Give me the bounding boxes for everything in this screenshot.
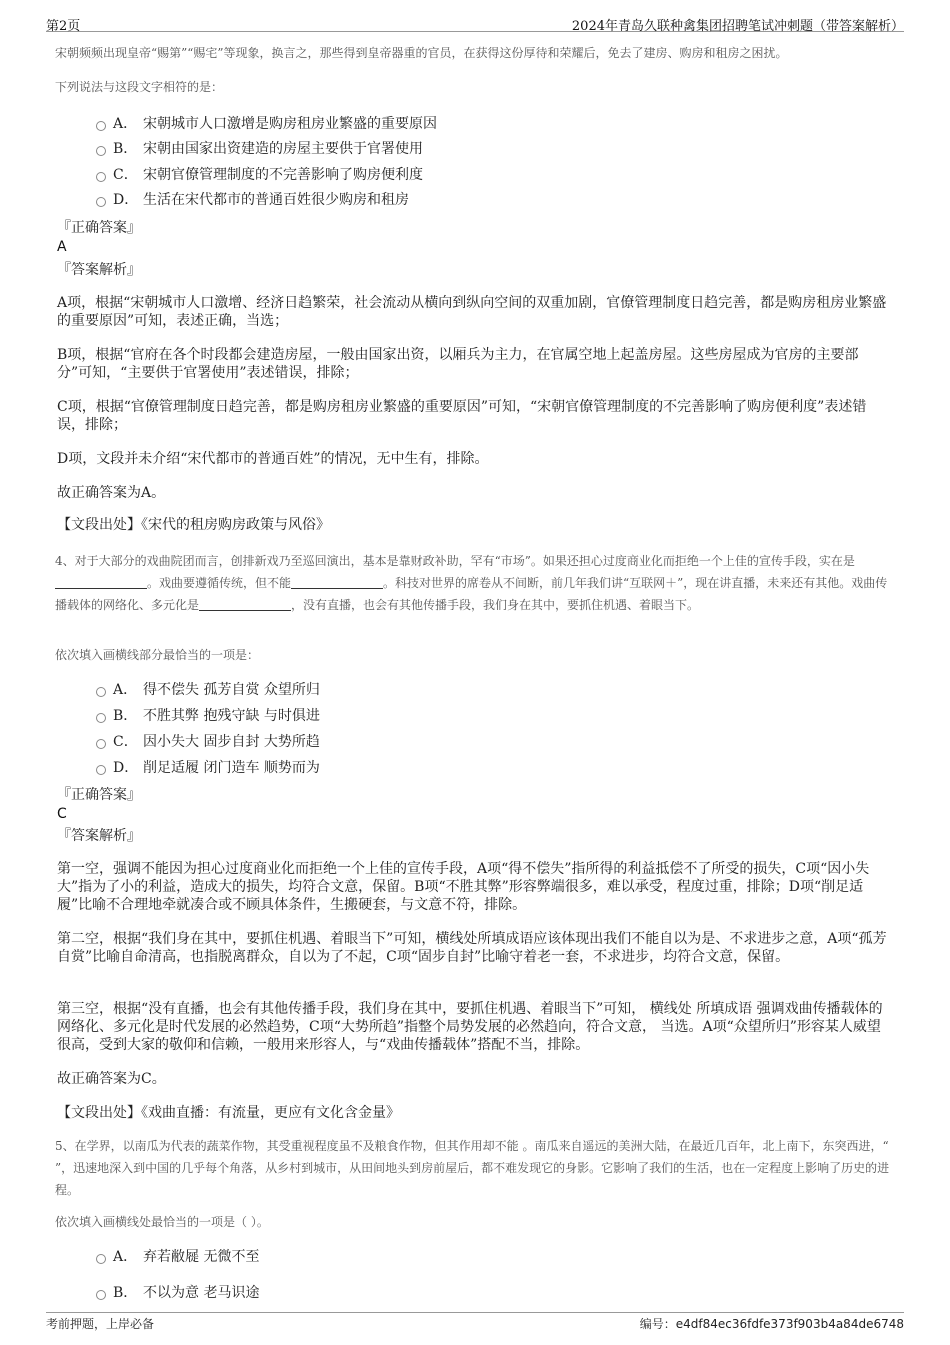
q4-analysis-second: 第二空，根据“我们身在其中，要抓住机遇、着眼当下”可知，横线处所填成语应该体现出我们不能自以为是、不求进步之意，A项“孤芳自赏”比喻自命清高，也指脱离群众，自以为了不起，C项“固步自封”比喻守着老一套，不求进步，均符合文意，保留。 [57, 931, 887, 965]
q5-option-a[interactable]: A． 弃若敝屣 无微不至 [96, 1247, 259, 1267]
page-number: 第2页 [46, 19, 81, 34]
radio-icon[interactable] [96, 1254, 106, 1264]
q4-conclusion: 故正确答案为C。 [57, 1071, 166, 1087]
q3-analysis-c: C项，根据“官僚管理制度日趋完善，都是购房租房业繁盛的重要原因”可知，“宋朝官僚管理制度的不完善影响了购房便利度”表述错误，排除； [57, 399, 867, 433]
document-title: 2024年青岛久联种禽集团招聘笔试冲刺题（带答案解析） [571, 19, 904, 34]
q4-option-c[interactable]: C． 因小失大 固步自封 大势所趋 [96, 732, 320, 752]
page-footer [46, 1312, 904, 1331]
footer-slogan: 考前押题，上岸必备 [46, 1317, 155, 1331]
blank-line [291, 576, 383, 589]
q3-source: 【文段出处】《宋代的租房购房政策与风俗》 [57, 517, 330, 533]
q3-answer: A [57, 239, 67, 255]
q4-source: 【文段出处】《戏曲直播：有流量，更应有文化含金量》 [57, 1105, 400, 1121]
radio-icon[interactable] [96, 765, 106, 775]
q4-analysis-third: 第三空，根据“没有直播，也会有其他传播手段，我们身在其中，要抓住机遇、着眼当下”可知， 横线处 所填成语 强调戏曲传播载体的网络化、多元化是时代发展的必然趋势，C项“大势所趋”指整个局势发展的必然趋向，符合文意， 当选。A项“众望所归”形容某人威望很高，受到大家的敬仰和信赖，一般用来形容人，与“戏曲传播载体”搭配不当，排除。 [57, 1001, 883, 1053]
radio-icon[interactable] [96, 121, 106, 131]
q4-analysis-first: 第一空，强调不能因为担心过度商业化而拒绝一个上佳的宣传手段，A项“得不偿失”指所得的利益抵偿不了所受的损失，C项“因小失大”指为了小的利益，造成大的损失，均符合文意，保留。B项“不胜其弊”形容弊端很多，难以承受，程度过重，排除；D项“削足适履”比喻不合理地牵就凑合或不顾具体条件，生搬硬套，与文意不符，排除。 [57, 861, 870, 913]
q3-passage-tail: 宋朝频频出现皇帝“赐第”“赐宅”等现象，换言之，那些得到皇帝器重的官员，在获得这份厚待和荣耀后，免去了建房、购房和租房之困扰。 [55, 46, 788, 60]
document-id: 编号：e4df84ec36fdfe373f903b4a84de6748 [639, 1317, 904, 1331]
q4-answer: C [57, 806, 67, 822]
q5-prompt: 依次填入画横线处最恰当的一项是（ ）。 [55, 1215, 269, 1229]
q5-option-b[interactable]: B． 不以为意 老马识途 [96, 1283, 259, 1303]
q3-analysis-label: 『答案解析』 [57, 262, 141, 278]
q4-prompt: 依次填入画横线部分最恰当的一项是： [55, 648, 260, 662]
q3-prompt: 下列说法与这段文字相符的是： [55, 80, 224, 94]
q4-answer-label: 『正确答案』 [57, 787, 141, 803]
radio-icon[interactable] [96, 172, 106, 182]
q3-option-b[interactable]: B． 宋朝由国家出资建造的房屋主要供于官署使用 [96, 139, 423, 159]
q4-stem: 4、对于大部分的戏曲院团而言，创排新戏乃至巡回演出，基本是靠财政补助，罕有“市场”。如果还担心过度商业化而拒绝一个上佳的宣传手段，实在是。戏曲要遵循传统，但不能 。科技对世界的席卷从不间断，前几年我们讲“互联网＋”，现在讲直播，未来还有其他。戏曲传播载体的网络化、多元化是 ，没有直播，也会有其他传播手段，我们身在其中，要抓住机遇、着眼当下。 [55, 554, 888, 612]
q3-option-c[interactable]: C． 宋朝官僚管理制度的不完善影响了购房便利度 [96, 165, 423, 185]
radio-icon[interactable] [96, 739, 106, 749]
radio-icon[interactable] [96, 197, 106, 207]
q4-analysis-label: 『答案解析』 [57, 828, 141, 844]
q4-option-b[interactable]: B． 不胜其弊 抱残守缺 与时俱进 [96, 706, 320, 726]
q4-option-a[interactable]: A． 得不偿失 孤芳自赏 众望所归 [96, 680, 320, 700]
q3-conclusion: 故正确答案为A。 [57, 485, 166, 501]
q5-stem: 5、在学界，以南瓜为代表的蔬菜作物，其受重视程度虽不及粮食作物，但其作用却不能 。南瓜来自遥远的美洲大陆，在最近几百年，北上南下，东突西进，“ ”，迅速地深入到中国的几乎每个角落，从乡村到城市，从田间地头到房前屋后，都不难发现它的身影。它影响了我们的生活，也在一定程度上影响了历史的进程。 [55, 1139, 890, 1197]
q3-option-a[interactable]: A． 宋朝城市人口激增是购房租房业繁盛的重要原因 [96, 114, 437, 134]
blank-line [55, 576, 147, 589]
blank-line [199, 598, 291, 611]
radio-icon[interactable] [96, 687, 106, 697]
radio-icon[interactable] [96, 1290, 106, 1300]
q3-analysis-d: D项，文段并未介绍“宋代都市的普通百姓”的情况，无中生有，排除。 [57, 451, 489, 467]
page-header [46, 0, 904, 32]
radio-icon[interactable] [96, 146, 106, 156]
q3-answer-label: 『正确答案』 [57, 220, 141, 236]
q3-analysis-b: B项，根据“官府在各个时段都会建造房屋，一般由国家出资，以厢兵为主力，在官属空地上起盖房屋。这些房屋成为官房的主要部分”可知，“主要供于官署使用”表述错误，排除； [57, 347, 859, 381]
q3-analysis-a: A项，根据“宋朝城市人口激增、经济日趋繁荣，社会流动从横向到纵向空间的双重加剧，官僚管理制度日趋完善，都是购房租房业繁盛的重要原因”可知，表述正确，当选； [57, 295, 887, 329]
radio-icon[interactable] [96, 713, 106, 723]
q3-option-d[interactable]: D． 生活在宋代都市的普通百姓很少购房和租房 [96, 190, 409, 210]
q4-option-d[interactable]: D． 削足适履 闭门造车 顺势而为 [96, 758, 320, 778]
